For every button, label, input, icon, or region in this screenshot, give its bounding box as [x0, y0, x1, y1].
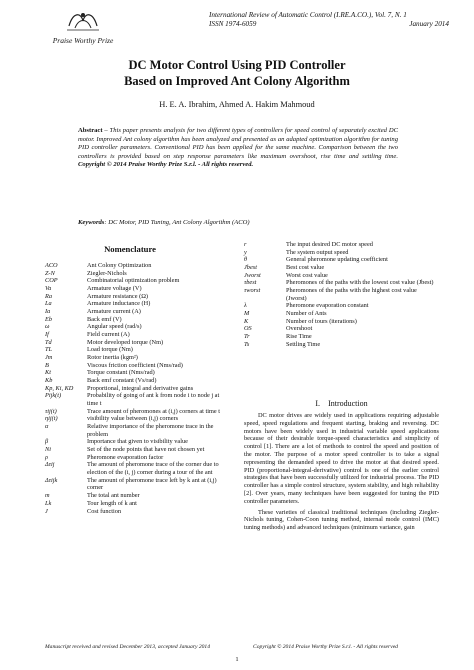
nomenclature-symbol: τij(t)	[45, 407, 57, 415]
nomenclature-symbol: Kp, Ki, KD	[45, 384, 74, 392]
nomenclature-symbol: Δτijk	[45, 476, 58, 484]
nomenclature-row	[45, 262, 231, 270]
nomenclature-row	[45, 492, 231, 500]
nomenclature-row	[45, 270, 231, 278]
nomenclature-description: Pheromones of the paths with the highest cost value (Jworst)	[286, 287, 417, 302]
nomenclature-symbol: ACO	[45, 262, 58, 269]
nomenclature-list-left	[45, 262, 231, 515]
nomenclature-description: Tour length of k ant	[87, 499, 137, 507]
nomenclature-symbol: COP	[45, 277, 58, 285]
nomenclature-row	[45, 438, 231, 446]
nomenclature-row	[45, 408, 231, 416]
nomenclature-row	[244, 310, 439, 318]
nomenclature-symbol: K	[244, 317, 249, 325]
nomenclature-symbol: m	[45, 492, 50, 500]
nomenclature-symbol: ρ	[45, 453, 49, 461]
nomenclature-description: Number of tours (iterations)	[286, 317, 357, 325]
nomenclature-row	[45, 293, 231, 301]
section-heading	[244, 399, 439, 408]
nomenclature-description: General pheromone updating coefficient	[286, 256, 388, 264]
keywords-label: Keywords	[78, 219, 105, 226]
section-number: I.	[315, 399, 321, 408]
nomenclature-description: Set of the node points that have not chosen yet	[87, 446, 205, 454]
nomenclature-symbol: y	[244, 248, 247, 256]
nomenclature-description: Armature voltage (V)	[87, 285, 142, 293]
nomenclature-description: Ziegler-Nichols	[87, 269, 127, 277]
nomenclature-row	[45, 346, 231, 354]
nomenclature-row	[45, 362, 231, 370]
abstract	[78, 127, 398, 170]
nomenclature-description: Pheromones of the paths with the lowest cost value (Jbest)	[286, 279, 434, 287]
nomenclature-row	[244, 341, 439, 349]
nomenclature-row	[45, 354, 231, 362]
nomenclature-symbol: La	[45, 300, 52, 308]
nomenclature-symbol: B	[45, 361, 49, 369]
nomenclature-symbol: Tr	[244, 333, 250, 341]
nomenclature-row	[244, 302, 439, 310]
section-title: Introduction	[328, 399, 368, 408]
nomenclature-description: Armature resistance (Ω)	[87, 292, 148, 300]
nomenclature-row	[45, 331, 231, 339]
nomenclature-symbol: OS	[244, 325, 252, 333]
nomenclature-row	[244, 264, 439, 272]
nomenclature-description: visibility value between (i,j) corners	[87, 415, 179, 423]
nomenclature-row	[45, 323, 231, 331]
nomenclature-symbol: θ	[244, 256, 248, 264]
nomenclature-symbol: τworst	[244, 287, 261, 295]
nomenclature-row	[45, 377, 231, 385]
nomenclature-symbol: Eb	[45, 315, 52, 323]
nomenclature-symbol: Jworst	[244, 271, 261, 279]
nomenclature-symbol: r	[244, 241, 247, 248]
nomenclature-description: Worst cost value	[286, 271, 328, 279]
publisher-logo	[28, 8, 138, 45]
nomenclature-symbol: α	[45, 423, 49, 431]
authors: H. E. A. Ibrahim, Ahmed A. Hakim Mahmoud	[159, 100, 315, 109]
nomenclature-description: Best cost value	[286, 264, 325, 272]
nomenclature-description: Overshoot	[286, 325, 313, 333]
nomenclature-description: Angular speed (rad/s)	[87, 323, 142, 331]
journal-date: January 2014	[409, 20, 449, 28]
logo-flourish-icon	[63, 8, 103, 34]
nomenclature-symbol: Td	[45, 338, 52, 346]
page-number: 1	[235, 656, 239, 663]
nomenclature-row	[45, 385, 231, 393]
nomenclature-symbol: Lk	[45, 499, 52, 507]
nomenclature-row	[45, 461, 231, 476]
nomenclature-description: Probability of going of ant k from node i to node j at time t	[87, 392, 220, 408]
nomenclature-description: Back emf constant (Vs/rad)	[87, 377, 157, 385]
title-line: Based on Improved Ant Colony Algorithm	[124, 73, 350, 88]
nomenclature-row	[244, 241, 439, 249]
nomenclature-row	[45, 285, 231, 293]
footer-copyright: Copyright © 2014 Praise Worthy Prize S.r.l. - All rights reserved	[253, 644, 398, 650]
nomenclature-row	[45, 308, 231, 316]
nomenclature-row	[244, 249, 439, 257]
nomenclature-description: Pheromone evaporation constant	[286, 302, 369, 310]
paper-title	[30, 58, 444, 89]
nomenclature-description: The input desired DC motor speed	[286, 241, 373, 248]
nomenclature-description: Ant Colony Optimization	[87, 262, 152, 269]
nomenclature-symbol: Z-N	[45, 269, 55, 277]
nomenclature-description: The amount of pheromone trace of the corner due to election of the (i, j) corner during a tour of the ant	[87, 461, 219, 477]
nomenclature-description: Trace amount of pheromones at (i,j) corners at time t	[87, 407, 221, 415]
nomenclature-symbol: β	[45, 438, 49, 446]
paragraph: DC motor drives are widely used in applications requiring adjustable speed, speed regulations and frequent starting, braking and reversing. DC motors have been widely used in industrial variable speed applications because of their desirable torque-speed characteristics and simplicity of control [1]. There are a lot of methods to control the speed and position of the motor. The purpose of a motor speed controller is to take a signal representing the demanded speed to drive the motor at that desired speed. PID (proportional-integral-derivative) control is one of the earlier control strategies that have been successfully utilized for industrial process. The PID controller has a simple control structure, system stability, and high reliability [2]. Over years, many techniques have been suggested for tuning the PID controller parameters.	[244, 412, 439, 505]
nomenclature-symbol: Jm	[45, 354, 53, 362]
logo-text: Praise Worthy Prize	[52, 36, 114, 45]
nomenclature-description: Armature current (A)	[87, 308, 141, 316]
nomenclature-symbol: TL	[45, 346, 53, 354]
journal-issn: ISSN 1974-6059	[209, 20, 257, 28]
nomenclature-symbol: ηij(t)	[45, 415, 58, 423]
abstract-label: Abstract	[78, 127, 103, 134]
abstract-text: – This paper presents analysis for two different types of controllers for speed control of separately excited DC motor. Improved Ant colony algorithm has been analyzed and presented as an adapted optimization algorithm for tuning PID controller parameters. Conventional PID has been applied for the same machine. Comparison between the two controllers is provided based on step response parameters like maximum overshoot, rise time and settling time.	[78, 127, 398, 160]
nomenclature-description: Motor developed torque (Nm)	[87, 338, 164, 346]
journal-header	[209, 11, 449, 29]
nomenclature-row	[45, 454, 231, 462]
nomenclature-symbol: Δτij	[45, 461, 55, 469]
nomenclature-description: Settling Time	[286, 340, 321, 348]
nomenclature-row	[244, 325, 439, 333]
nomenclature-symbol: λ	[244, 302, 247, 310]
nomenclature-symbol: Jbest	[244, 264, 257, 272]
nomenclature-description: Armature inductance (H)	[87, 300, 151, 308]
nomenclature-symbol: If	[45, 331, 49, 339]
nomenclature-symbol: Kb	[45, 377, 53, 385]
nomenclature-symbol: M	[244, 310, 250, 318]
nomenclature-description: Pheromone evaporation factor	[87, 453, 164, 461]
introduction-body	[244, 412, 439, 535]
nomenclature-description: Proportional, integral and derivative gains	[87, 384, 194, 392]
nomenclature-row	[45, 277, 231, 285]
nomenclature-description: Torque constant (Nms/rad)	[87, 369, 155, 377]
nomenclature-row	[45, 300, 231, 308]
keywords	[78, 219, 398, 226]
nomenclature-symbol: Pijk(t)	[45, 392, 62, 400]
nomenclature-symbol: τbest	[244, 279, 257, 287]
nomenclature-description: Back emf (V)	[87, 315, 122, 323]
nomenclature-row	[244, 287, 439, 302]
footer-manuscript-info: Manuscript received and revised December 2013, accepted January 2014	[45, 644, 211, 650]
nomenclature-symbol: Kt	[45, 369, 51, 377]
nomenclature-description: Viscous friction coefficient (Nms/rad)	[87, 361, 183, 369]
nomenclature-row	[244, 256, 439, 264]
nomenclature-description: Rotor inertia (kgm²)	[87, 354, 138, 362]
nomenclature-row	[244, 318, 439, 326]
nomenclature-description: The total ant number	[87, 492, 140, 500]
journal-name: International Review of Automatic Control (I.RE.A.CO.), Vol. 7, N. 1	[209, 11, 407, 19]
keywords-text: : DC Motor, PID Tuning, Ant Colony Algorithm (ACO)	[104, 219, 250, 226]
paragraph: These varieties of classical traditional techniques (including Ziegler-Nichols tuning, Cohen-Coon tuning method, internal mode control (IMC) tuning methods) and advanced techniques (minimum variance, gain	[244, 508, 439, 532]
nomenclature-description: Load torque (Nm)	[87, 346, 133, 354]
nomenclature-row	[244, 279, 439, 287]
abstract-copyright: Copyright © 2014 Praise Worthy Prize S.r.l. - All rights reserved.	[78, 161, 254, 169]
nomenclature-symbol: J	[45, 507, 48, 515]
nomenclature-row	[45, 339, 231, 347]
nomenclature-symbol: ω	[45, 323, 50, 331]
nomenclature-row	[45, 415, 231, 423]
nomenclature-symbol: Ia	[45, 308, 51, 316]
nomenclature-description: Cost function	[87, 507, 122, 515]
nomenclature-description: The system output speed	[286, 248, 349, 256]
nomenclature-row	[45, 477, 231, 492]
nomenclature-description: Field current (A)	[87, 331, 130, 339]
nomenclature-symbol: Va	[45, 285, 52, 293]
nomenclature-symbol: Ra	[45, 292, 52, 300]
title-line: DC Motor Control Using PID Controller	[128, 58, 346, 72]
nomenclature-row	[244, 333, 439, 341]
nomenclature-row	[45, 369, 231, 377]
nomenclature-row	[45, 508, 231, 516]
nomenclature-row	[45, 316, 231, 324]
nomenclature-description: Combinatorial optimization problem	[87, 277, 180, 285]
nomenclature-description: Number of Ants	[286, 310, 327, 318]
nomenclature-symbol: Ni	[45, 446, 51, 454]
nomenclature-description: Importance that given to visibility value	[87, 438, 188, 446]
nomenclature-description: The amount of pheromone trace left by k ant at (i,j) corner	[87, 476, 217, 492]
nomenclature-description: Rise Time	[286, 333, 312, 341]
nomenclature-description: Relative importance of the pheromone trace in the problem	[87, 423, 214, 438]
nomenclature-row	[45, 392, 231, 407]
nomenclature-symbol: Ts	[244, 340, 250, 348]
nomenclature-row	[45, 423, 231, 438]
nomenclature-row	[45, 446, 231, 454]
nomenclature-list-right	[244, 241, 439, 348]
nomenclature-heading: Nomenclature	[104, 244, 156, 254]
nomenclature-row	[244, 272, 439, 280]
nomenclature-row	[45, 500, 231, 508]
